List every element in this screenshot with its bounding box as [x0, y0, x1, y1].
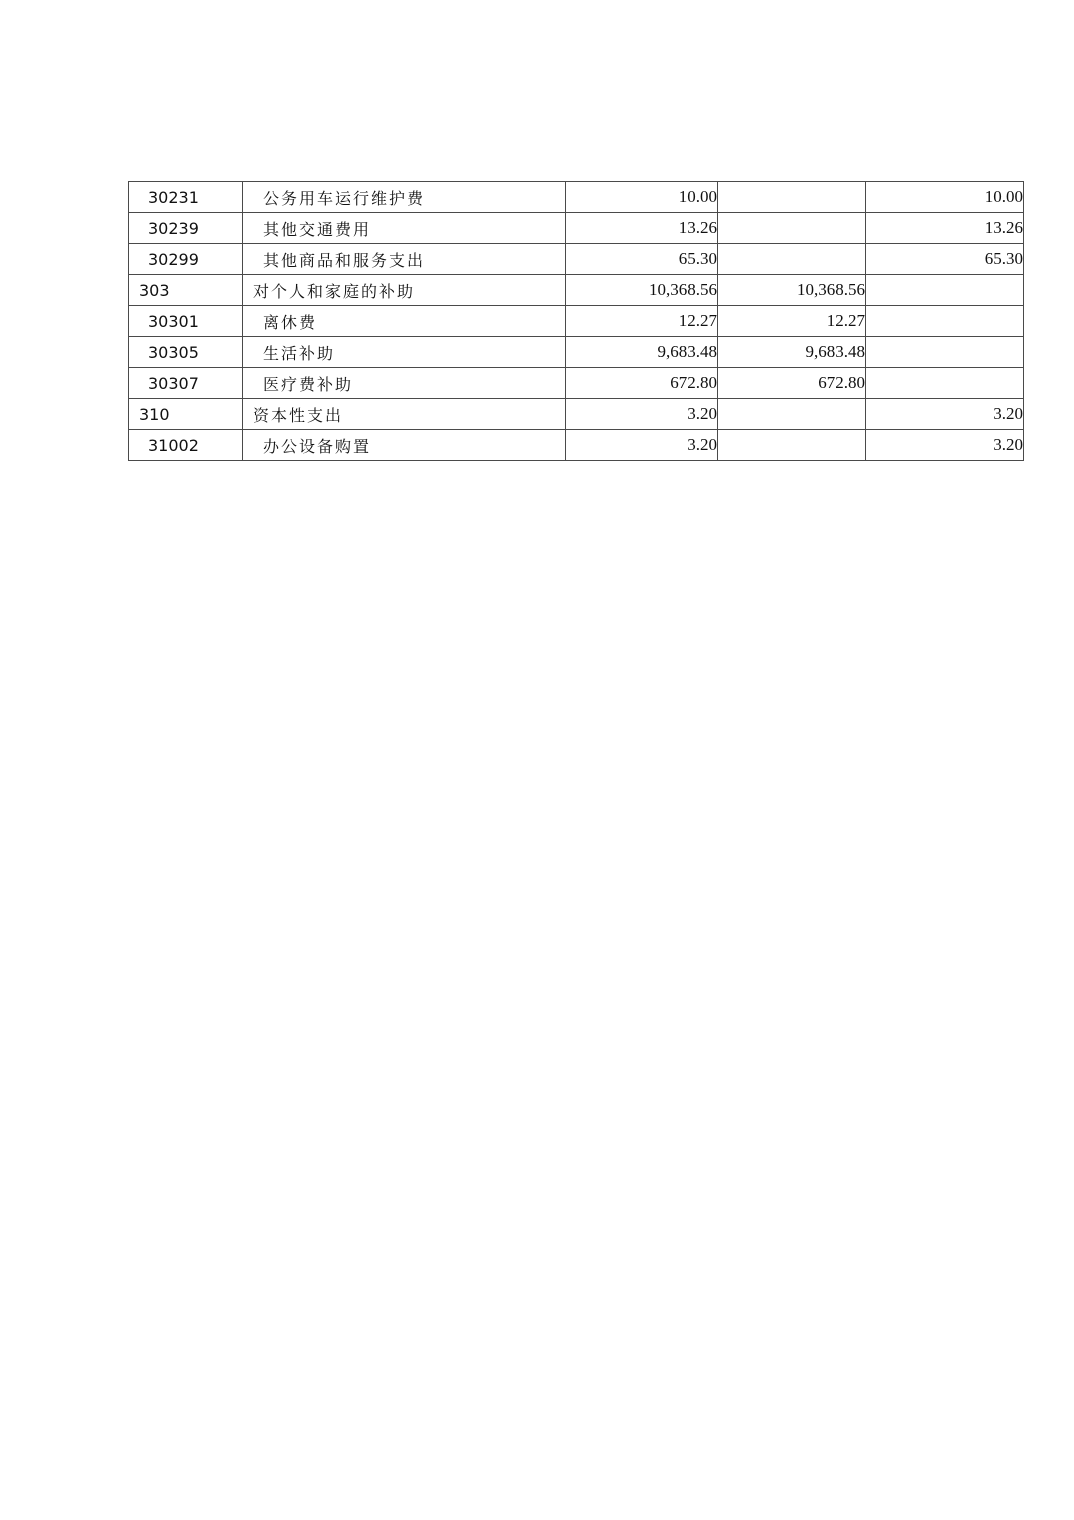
row-code: 30231 — [129, 182, 243, 213]
row-personnel: 10,368.56 — [718, 275, 866, 306]
table-row — [129, 368, 1024, 399]
row-public — [866, 337, 1024, 368]
row-total: 12.27 — [566, 306, 718, 337]
row-personnel — [718, 430, 866, 461]
table-row — [129, 182, 1024, 213]
row-personnel: 672.80 — [718, 368, 866, 399]
row-code: 30239 — [129, 213, 243, 244]
row-personnel: 12.27 — [718, 306, 866, 337]
row-personnel: 9,683.48 — [718, 337, 866, 368]
row-total: 65.30 — [566, 244, 718, 275]
row-code: 30305 — [129, 337, 243, 368]
table-row — [129, 244, 1024, 275]
row-name: 对个人和家庭的补助 — [243, 275, 566, 306]
row-total: 3.20 — [566, 399, 718, 430]
row-name: 办公设备购置 — [243, 430, 566, 461]
table-row — [129, 213, 1024, 244]
row-public: 10.00 — [866, 182, 1024, 213]
row-total: 10,368.56 — [566, 275, 718, 306]
row-public — [866, 275, 1024, 306]
row-public: 3.20 — [866, 430, 1024, 461]
table-row — [129, 275, 1024, 306]
row-total: 13.26 — [566, 213, 718, 244]
row-name: 其他商品和服务支出 — [243, 244, 566, 275]
row-code: 31002 — [129, 430, 243, 461]
row-personnel — [718, 244, 866, 275]
row-total: 10.00 — [566, 182, 718, 213]
row-code: 30307 — [129, 368, 243, 399]
row-personnel — [718, 399, 866, 430]
row-personnel — [718, 182, 866, 213]
table-row — [129, 306, 1024, 337]
row-total: 9,683.48 — [566, 337, 718, 368]
row-code: 30299 — [129, 244, 243, 275]
row-public: 65.30 — [866, 244, 1024, 275]
row-name: 其他交通费用 — [243, 213, 566, 244]
expenditure-table — [128, 181, 1024, 461]
row-name: 资本性支出 — [243, 399, 566, 430]
row-code: 303 — [129, 275, 243, 306]
row-name: 医疗费补助 — [243, 368, 566, 399]
table-row — [129, 399, 1024, 430]
row-code: 30301 — [129, 306, 243, 337]
row-public — [866, 306, 1024, 337]
row-name: 生活补助 — [243, 337, 566, 368]
table-body — [129, 182, 1024, 461]
table-row — [129, 430, 1024, 461]
row-name: 离休费 — [243, 306, 566, 337]
row-public: 3.20 — [866, 399, 1024, 430]
row-total: 3.20 — [566, 430, 718, 461]
row-code: 310 — [129, 399, 243, 430]
table-row — [129, 337, 1024, 368]
row-name: 公务用车运行维护费 — [243, 182, 566, 213]
row-public — [866, 368, 1024, 399]
row-personnel — [718, 213, 866, 244]
row-total: 672.80 — [566, 368, 718, 399]
row-public: 13.26 — [866, 213, 1024, 244]
